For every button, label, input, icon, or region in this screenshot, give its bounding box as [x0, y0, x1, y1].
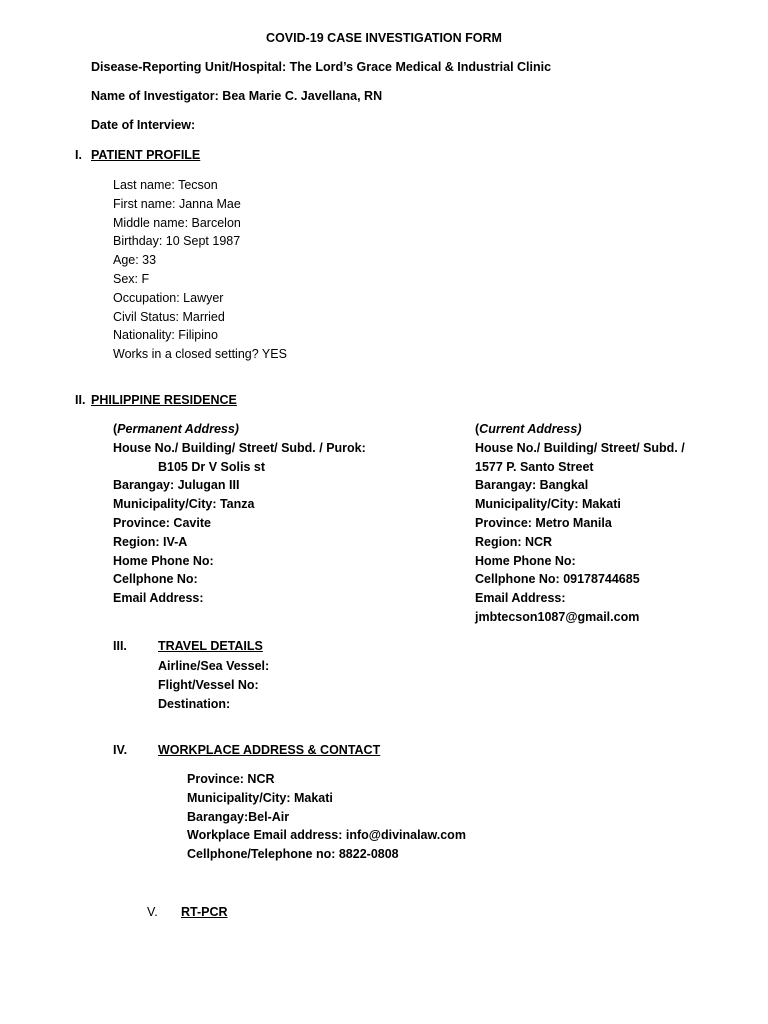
profile-occupation: Occupation: Lawyer — [113, 290, 224, 305]
workplace-list — [187, 770, 466, 864]
profile-nationality: Nationality: Filipino — [113, 328, 218, 343]
curr-barangay: Barangay: Bangkal — [475, 478, 589, 493]
curr-house-value: 1577 P. Santo Street — [475, 459, 594, 474]
investigator-label: Name of Investigator: — [91, 89, 219, 103]
permanent-address-heading — [113, 420, 366, 439]
curr-city: Municipality/City: Makati — [475, 497, 621, 512]
travel-airline: Airline/Sea Vessel: — [158, 659, 270, 673]
perm-province: Province: Cavite — [113, 515, 211, 530]
section4-heading: WORKPLACE ADDRESS & CONTACT — [158, 743, 381, 757]
investigator-line — [91, 88, 382, 104]
perm-home-phone: Home Phone No: — [113, 553, 214, 568]
profile-birthday: Birthday: 10 Sept 1987 — [113, 234, 241, 249]
curr-email-label: Email Address: — [475, 591, 566, 606]
perm-region: Region: IV-A — [113, 534, 188, 549]
curr-home-phone: Home Phone No: — [475, 553, 576, 568]
section1-number: I. — [75, 148, 82, 162]
section3-heading: TRAVEL DETAILS — [158, 639, 263, 653]
permanent-address-column — [113, 420, 366, 608]
profile-first-name: First name: Janna Mae — [113, 196, 241, 211]
work-province: Province: NCR — [187, 772, 275, 786]
section5-heading: RT-PCR — [181, 905, 228, 919]
travel-details-list — [158, 657, 269, 713]
interview-date-label: Date of Interview: — [91, 118, 196, 132]
permanent-address-label: Permanent Address) — [117, 422, 239, 436]
perm-house-label: House No./ Building/ Street/ Subd. / Purok: — [113, 440, 366, 455]
perm-email: Email Address: — [113, 591, 204, 606]
profile-sex: Sex: F — [113, 271, 150, 286]
travel-flight-no: Flight/Vessel No: — [158, 677, 259, 692]
perm-house-value: B105 Dr V Solis st — [158, 459, 265, 474]
reporting-unit-line — [91, 59, 551, 75]
curr-region: Region: NCR — [475, 534, 553, 549]
section4-number: IV. — [113, 743, 128, 757]
profile-middle-name: Middle name: Barcelon — [113, 215, 241, 230]
perm-barangay: Barangay: Julugan III — [113, 478, 240, 493]
current-address-heading — [475, 420, 685, 439]
paren-open: ( — [475, 422, 480, 436]
investigator-value: Bea Marie C. Javellana, RN — [222, 89, 383, 103]
section2-heading: PHILIPPINE RESIDENCE — [91, 393, 237, 407]
profile-civil-status: Civil Status: Married — [113, 309, 225, 324]
perm-city: Municipality/City: Tanza — [113, 497, 255, 512]
form-title: COVID-19 CASE INVESTIGATION FORM — [266, 31, 502, 45]
work-city: Municipality/City: Makati — [187, 790, 333, 805]
profile-age: Age: 33 — [113, 253, 157, 268]
section1-heading: PATIENT PROFILE — [91, 148, 201, 162]
reporting-unit-label: Disease-Reporting Unit/Hospital: — [91, 60, 287, 74]
current-address-label: Current Address) — [479, 422, 582, 436]
curr-province: Province: Metro Manila — [475, 515, 612, 530]
perm-cellphone: Cellphone No: — [113, 572, 198, 587]
curr-cellphone: Cellphone No: 09178744685 — [475, 572, 640, 587]
curr-email-value: jmbtecson1087@gmail.com — [475, 609, 640, 624]
work-email: Workplace Email address: info@divinalaw.com — [187, 828, 466, 843]
curr-house-label: House No./ Building/ Street/ Subd. / — [475, 440, 685, 455]
work-barangay: Barangay:Bel-Air — [187, 809, 290, 824]
paren-open: ( — [113, 422, 118, 436]
travel-destination: Destination: — [158, 696, 231, 711]
section2-number: II. — [75, 393, 86, 407]
profile-closed-setting: Works in a closed setting? YES — [113, 347, 287, 362]
profile-last-name: Last name: Tecson — [113, 178, 218, 192]
work-phone: Cellphone/Telephone no: 8822-0808 — [187, 847, 399, 862]
reporting-unit-value: The Lord’s Grace Medical & Industrial Clinic — [289, 60, 552, 74]
current-address-column — [475, 420, 685, 627]
patient-profile-list — [113, 176, 287, 364]
section5-number: V. — [147, 905, 158, 919]
section3-number: III. — [113, 639, 127, 653]
